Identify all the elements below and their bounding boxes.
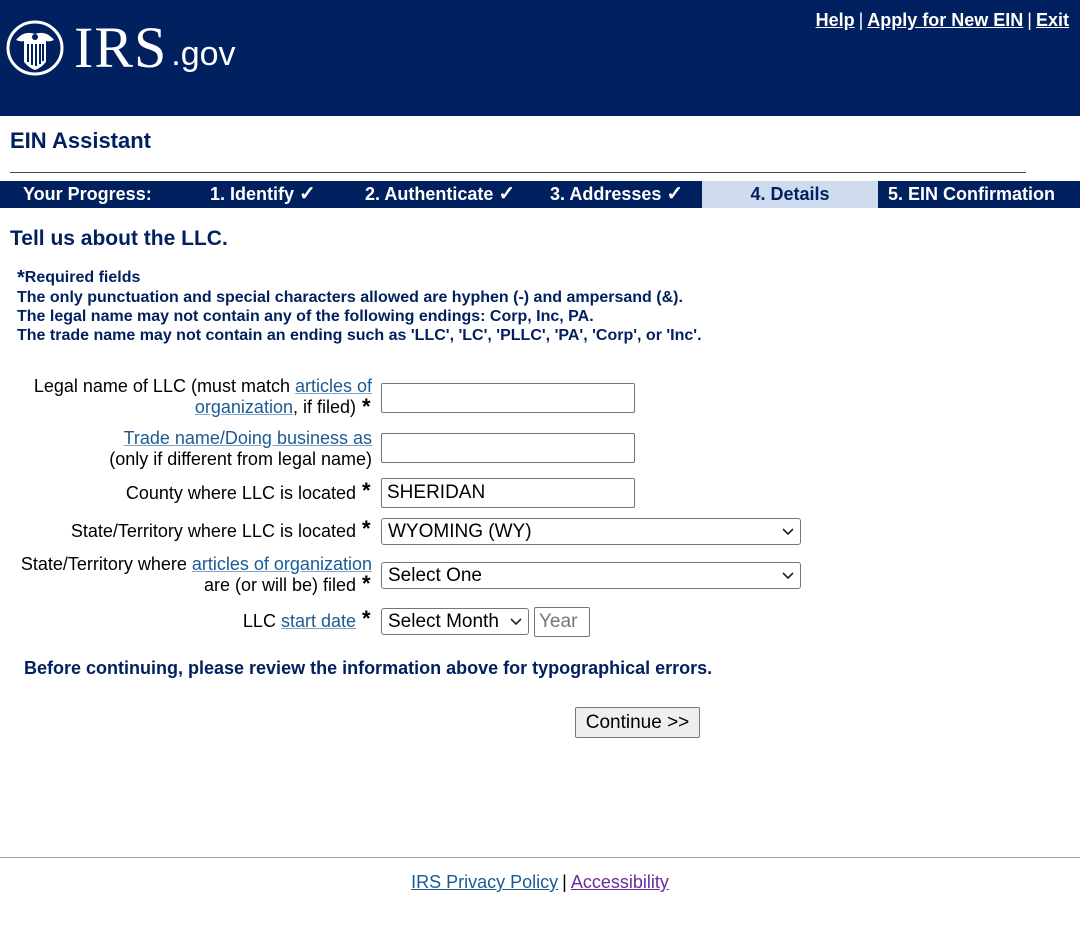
articles-state-label-suffix: are (or will be) filed [203, 575, 356, 595]
start-year-input[interactable] [534, 607, 590, 637]
county-label: County where LLC is located [125, 483, 356, 503]
step-label: 1. Identify [210, 184, 295, 204]
top-nav [816, 10, 1069, 31]
help-link[interactable]: Help [815, 10, 855, 30]
nav-separator: | [858, 10, 864, 30]
required-star: * [362, 516, 371, 541]
start-date-label [0, 611, 356, 632]
start-date-label-text: LLC [242, 611, 281, 631]
continue-button[interactable]: Continue >> [575, 707, 700, 738]
articles-of-organization-link[interactable]: articles of [294, 376, 372, 396]
app-title: EIN Assistant [10, 128, 152, 153]
checkmark-icon: ✓ [299, 183, 316, 205]
articles-of-organization-link[interactable]: articles of organization [191, 554, 372, 574]
county-input[interactable] [381, 478, 635, 508]
accessibility-link[interactable]: Accessibility [570, 872, 669, 892]
review-notice: Before continuing, please review the information above for typographical errors. [24, 658, 713, 678]
privacy-policy-link[interactable]: IRS Privacy Policy [411, 872, 559, 892]
start-date-link[interactable]: start date [280, 611, 356, 631]
required-star: * [362, 394, 371, 419]
chevron-down-icon [782, 525, 794, 537]
progress-label: Your Progress: [23, 184, 152, 204]
progress-step-authenticate [365, 181, 515, 208]
chevron-down-icon [510, 615, 522, 627]
legal-name-input[interactable] [381, 383, 635, 413]
state-select-value: WYOMING (WY) [388, 521, 532, 542]
site-header [0, 0, 1080, 116]
title-divider [10, 172, 1026, 173]
required-star: * [362, 571, 371, 596]
progress-bar [0, 181, 1080, 208]
required-star: * [17, 267, 25, 289]
apply-new-ein-link[interactable]: Apply for New EIN [867, 10, 1024, 30]
note-line-3: The trade name may not contain an ending such as 'LLC', 'LC', 'PLLC', 'PA', 'Corp', or 'Inc'. [17, 327, 702, 344]
state-select[interactable] [381, 518, 801, 545]
page-heading: Tell us about the LLC. [10, 227, 228, 250]
footer-divider [0, 857, 1080, 858]
progress-step-details: 4. Details [702, 181, 878, 208]
irs-logo[interactable] [6, 15, 236, 80]
start-month-select[interactable] [381, 608, 529, 635]
trade-name-label-text: (only if different from legal name) [109, 449, 372, 469]
logo-gov-text: .gov [171, 35, 236, 73]
instructions [17, 268, 702, 345]
note-line-2: The legal name may not contain any of the following endings: Corp, Inc, PA. [17, 308, 594, 325]
required-note [17, 268, 702, 288]
articles-state-label [0, 554, 372, 596]
required-text: Required fields [24, 269, 141, 286]
start-month-select-value: Select Month [388, 611, 499, 632]
step-label: 2. Authenticate [365, 184, 494, 204]
checkmark-icon: ✓ [666, 183, 684, 205]
exit-link[interactable]: Exit [1035, 10, 1069, 30]
step-label: 3. Addresses [550, 184, 662, 204]
legal-name-label-text: Legal name of LLC (must match [33, 376, 295, 396]
articles-state-select[interactable] [381, 562, 801, 589]
required-star: * [362, 478, 371, 503]
eagle-icon [6, 20, 64, 76]
progress-step-addresses [550, 181, 683, 208]
nav-separator: | [1027, 10, 1032, 30]
note-line-1: The only punctuation and special characters allowed are hyphen (-) and ampersand (&). [17, 289, 683, 306]
logo-irs-text: IRS [74, 15, 168, 80]
trade-name-link[interactable]: Trade name/Doing business as [123, 428, 372, 448]
articles-of-organization-link-cont[interactable]: organization [194, 397, 293, 417]
legal-name-label [12, 376, 372, 418]
articles-state-label-text: State/Territory where [20, 554, 192, 574]
chevron-down-icon [782, 569, 794, 581]
legal-name-label-suffix: , if filed) [292, 397, 356, 417]
footer-links [0, 872, 1080, 893]
progress-step-identify [210, 181, 316, 208]
progress-step-ein-confirmation: 5. EIN Confirmation [888, 184, 1056, 204]
state-label: State/Territory where LLC is located [70, 521, 356, 541]
required-star: * [362, 606, 371, 631]
footer-separator: | [562, 872, 567, 892]
articles-state-select-value: Select One [388, 565, 482, 586]
checkmark-icon: ✓ [498, 183, 516, 205]
trade-name-input[interactable] [381, 433, 635, 463]
trade-name-label [12, 428, 372, 470]
